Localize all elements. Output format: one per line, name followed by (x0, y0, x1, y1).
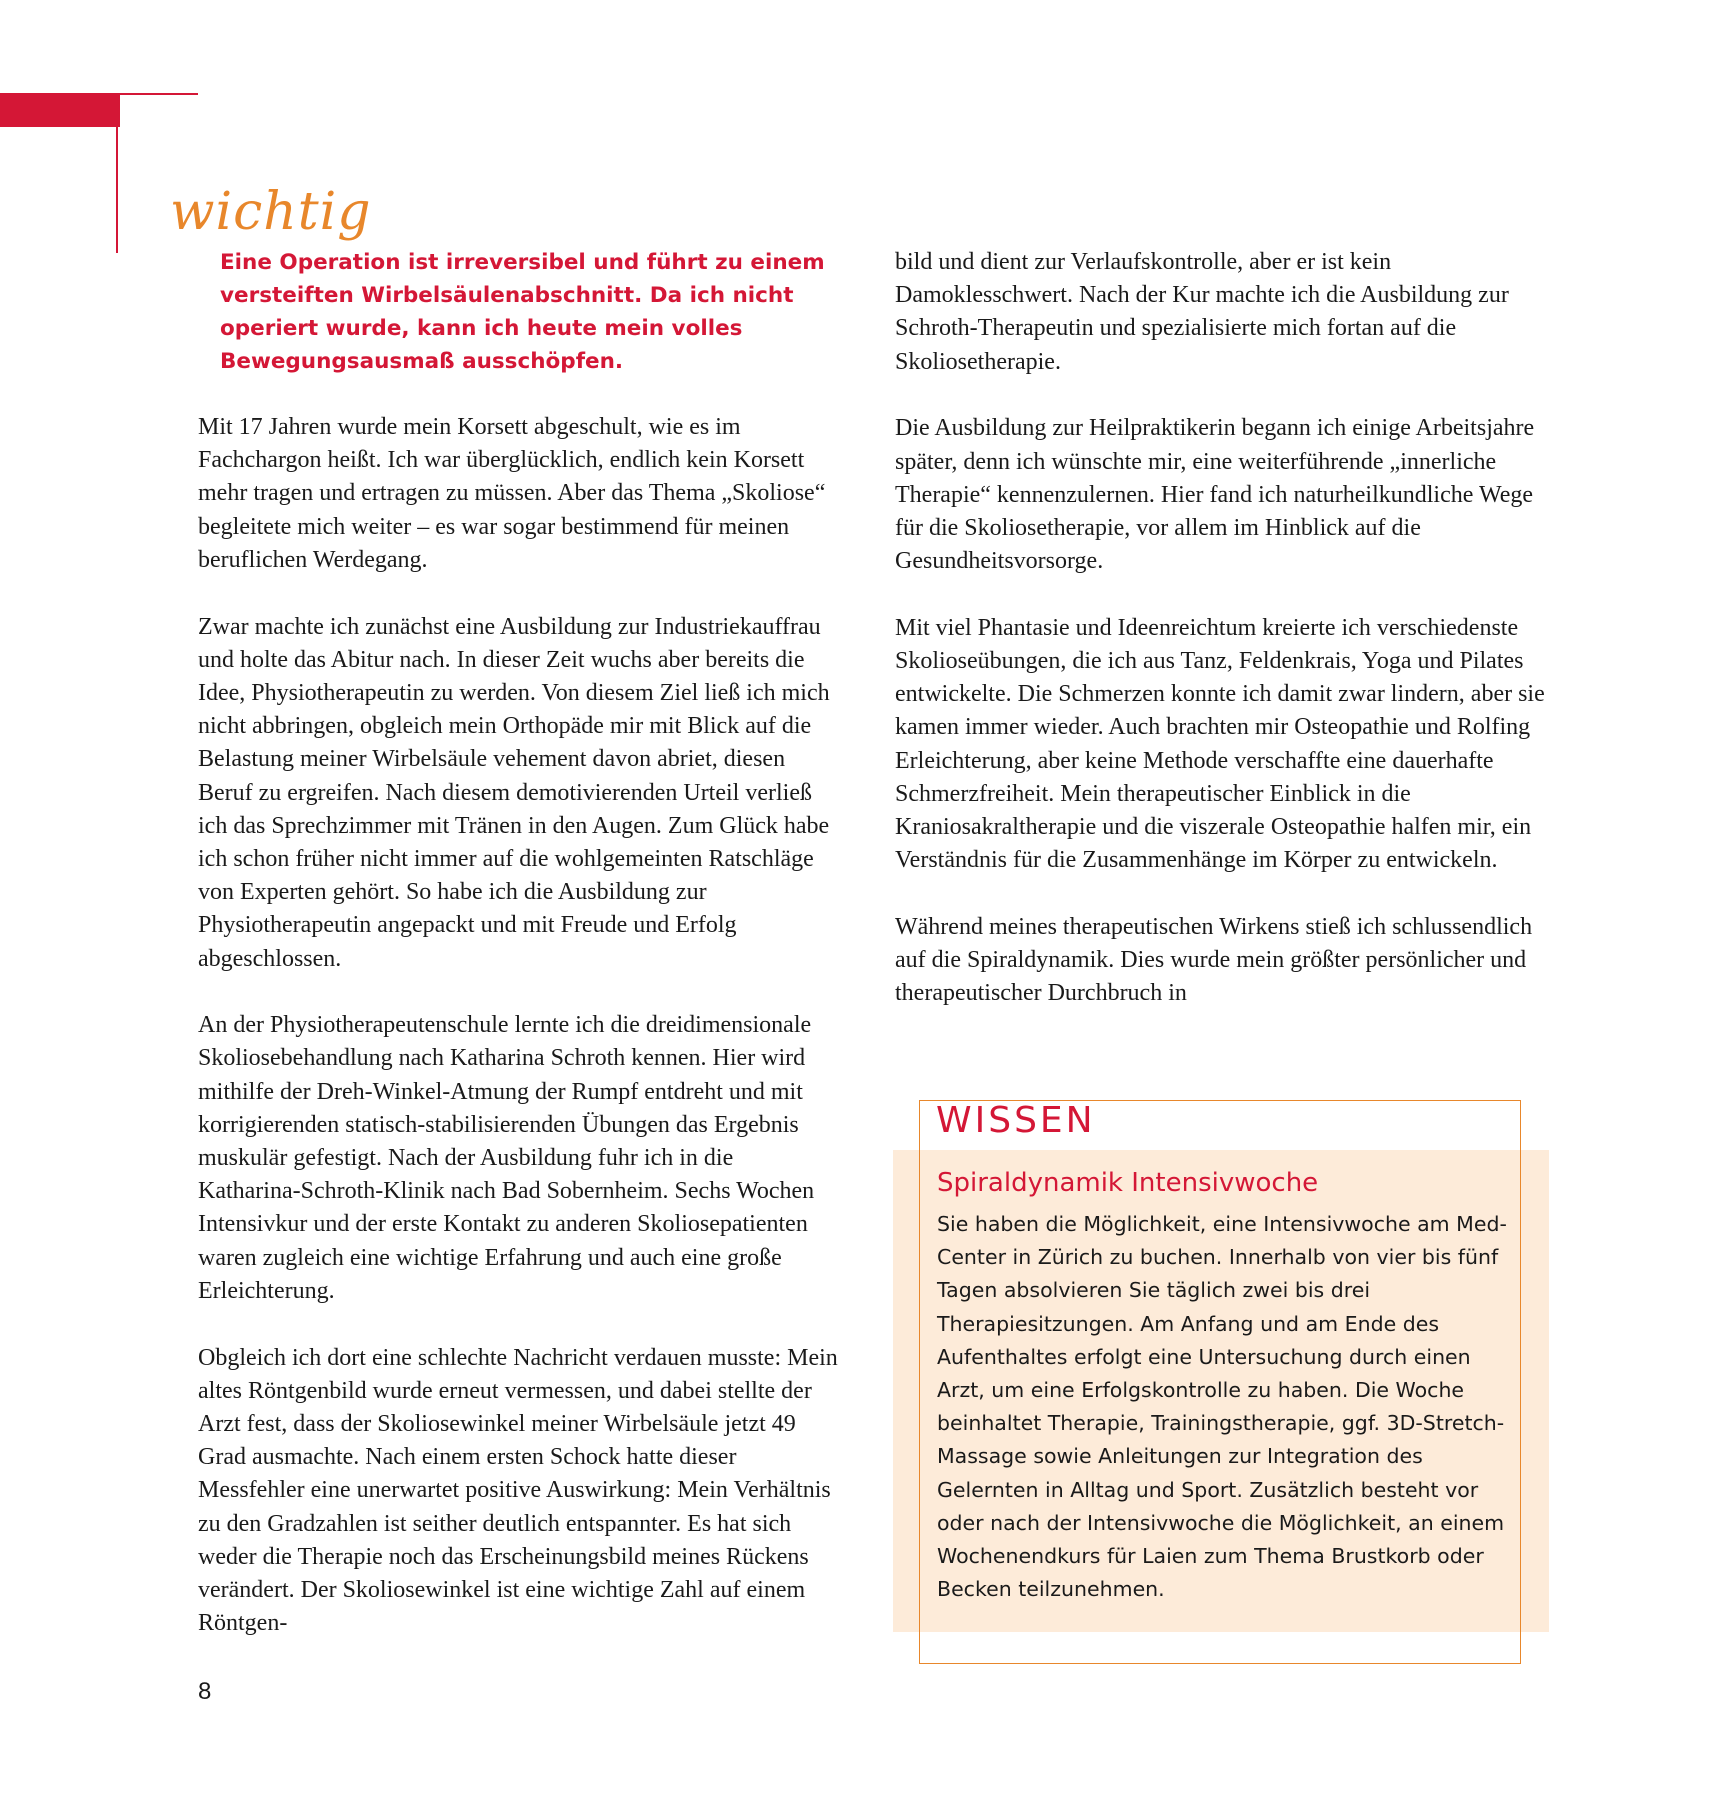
right-column (895, 246, 1555, 1044)
paragraph: Die Ausbildung zur Heilpraktikerin begann ich einige Arbeitsjahre später, denn ich wünschte mir, eine weiterführende „innerliche Therapie“ kennenzulernen. Hier fand ich naturheilkundliche Wege für die Skoliosetherapie, vor allem im Hinblick auf die Gesundheitsvorsorge. (895, 415, 1535, 575)
paragraph: Mit 17 Jahren wurde mein Korsett abgeschult, wie es im Fachchargon heißt. Ich war überglücklich, endlich kein Korsett mehr tragen und ertragen zu müssen. Aber das Thema „Skoliose“ begleitete mich weiter – es war sogar bestimmend für meinen beruflichen Werdegang. (198, 414, 826, 573)
paragraph: An der Physiotherapeutenschule lernte ich die dreidimensionale Skoliosebehandlung nach Katharina Schroth kennen. Hier wird mithilfe der Dreh-Winkel-Atmung der Rumpf entdreht und mit korrigierenden statisch-stabilisierenden Übungen das Ergebnis muskulär gefestigt. Nach der Ausbildung fuhr ich in die Katharina-Schroth-Klinik nach Bad Sobernheim. Sechs Wochen Intensivkur und der erste Kontakt zu anderen Skoliosepatienten waren zugleich eine wichtige Erfahrung und auch eine große Erleichterung. (198, 1012, 815, 1304)
info-box-title: Spiraldynamik Intensivwoche (937, 1168, 1319, 1198)
paragraph: Während meines therapeutischen Wirkens stieß ich schlussendlich auf die Spiraldynamik. Dies wurde mein größter persönlicher und therapeutischer Durchbruch in (895, 913, 1533, 1007)
margin-label-wichtig: wichtig (170, 182, 372, 242)
info-box-kicker: WISSEN (936, 1100, 1096, 1141)
left-column (198, 411, 838, 1674)
margin-red-rule (116, 93, 118, 253)
corner-red-bar (0, 93, 120, 127)
paragraph: Mit viel Phantasie und Ideenreichtum kreierte ich verschiedenste Skolioseübungen, die ich aus Tanz, Feldenkrais, Yoga und Pilates entwickelte. Die Schmerzen konnte ich damit zwar lindern, aber sie kamen immer wieder. Auch brachten mir Osteopathie und Rolfing Erleichterung, aber keine Methode verschaffte eine dauerhafte Schmerzfreiheit. Mein therapeutischer Einblick in die Kraniosakraltherapie und die viszerale Osteopathie halfen mir, ein Verständnis für die Zusammenhänge im Körper zu entwickeln. (895, 614, 1545, 874)
important-callout: Eine Operation ist irreversibel und führt zu einem versteiften Wirbelsäulenabschnitt. Da ich nicht operiert wurde, kann ich heute mein volles Bewegungsausmaß ausschöpfen. (220, 250, 825, 374)
corner-red-rule (120, 93, 198, 95)
page-number: 8 (198, 1678, 212, 1705)
paragraph: Obgleich ich dort eine schlechte Nachricht verdauen musste: Mein altes Röntgenbild wurde erneut vermessen, und dabei stellte der Arzt fest, dass der Skoliosewinkel meiner Wirbelsäule jetzt 49 Grad ausmachte. Nach einem ersten Schock hatte dieser Messfehler eine unerwartet positive Auswirkung: Mein Verhältnis zu den Gradzahlen ist seither deutlich entspannter. Es hat sich weder die Therapie noch das Erscheinungsbild meines Rückens verändert. Der Skoliosewinkel ist eine wichtige Zahl auf einem Röntgen- (198, 1344, 838, 1637)
paragraph: Zwar machte ich zunächst eine Ausbildung zur Industriekauffrau und holte das Abitur nach. In dieser Zeit wuchs aber bereits die Idee, Physiotherapeutin zu werden. Von diesem Ziel ließ ich mich nicht abbringen, obgleich mein Orthopäde mir mit Blick auf die Belastung meiner Wirbelsäule vehement davon abriet, diesen Beruf zu ergreifen. Nach diesem demotivierenden Urteil verließ ich das Sprechzimmer mit Tränen in den Augen. Zum Glück habe ich schon früher nicht immer auf die wohlgemeinten Ratschläge von Experten gehört. So habe ich die Ausbildung zur Physiotherapeutin angepackt und mit Freude und Erfolg abgeschlossen. (198, 613, 830, 972)
paragraph: bild und dient zur Verlaufskontrolle, aber er ist kein Damoklesschwert. Nach der Kur machte ich die Ausbildung zur Schroth-Therapeutin und spezialisierte mich fortan auf die Skoliosetherapie. (895, 249, 1509, 375)
info-box-body: Sie haben die Möglichkeit, eine Intensivwoche am Med-Center in Zürich zu buchen. Innerhalb von vier bis fünf Tagen absolvieren Sie täglich zwei bis drei Therapiesitzungen. Am Anfang und am Ende des Aufenthaltes erfolgt eine Untersuchung durch einen Arzt, um eine Erfolgskontrolle zu haben. Die Woche beinhaltet Therapie, Trainingstherapie, ggf. 3D-Stretch-Massage sowie Anleitungen zur Integration des Gelernten in Alltag und Sport. Zusätzlich besteht vor oder nach der Intensivwoche die Möglichkeit, an einem Wochenendkurs für Laien zum Thema Brustkorb oder Becken teilzunehmen. (937, 1212, 1507, 1602)
